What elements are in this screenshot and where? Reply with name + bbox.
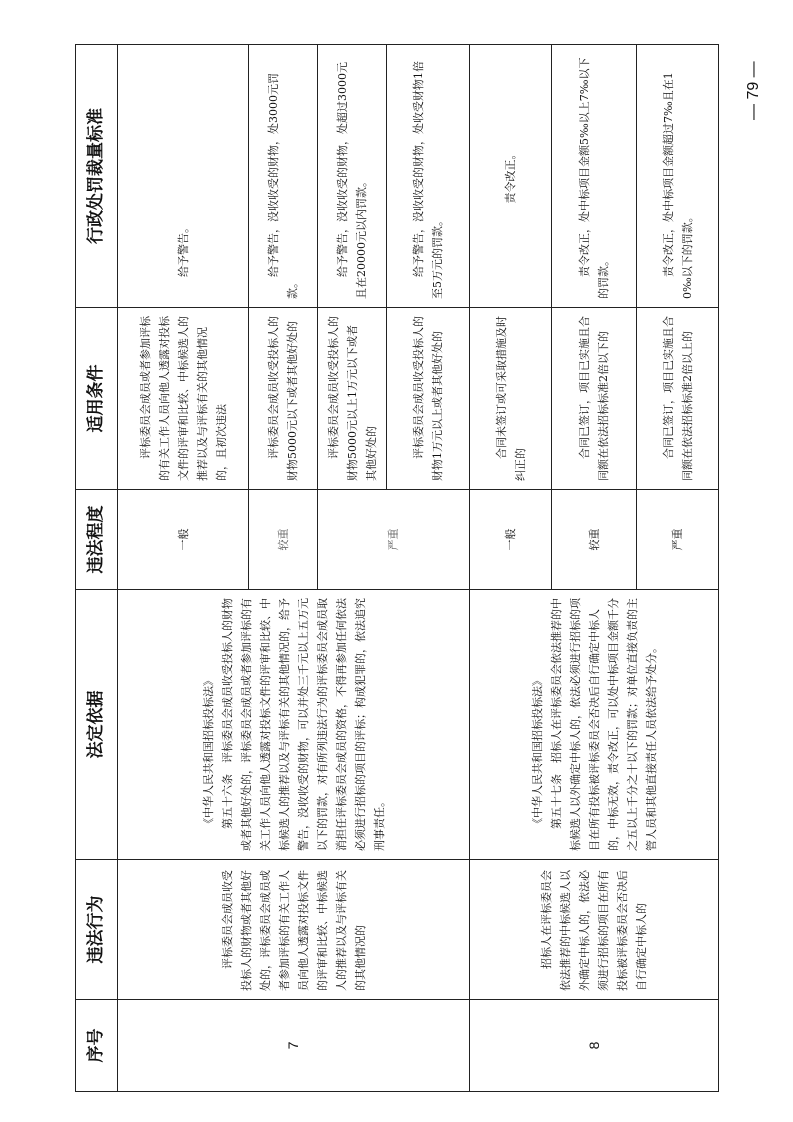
condition-cell (552, 308, 637, 490)
condition-text: 评标委员会成员收受投标人的财物5000元以下或者其他好处的 (267, 316, 299, 481)
basis-cell (470, 590, 719, 860)
condition-text: 合同未签订或可采取措施及时纠正的 (494, 316, 527, 481)
condition-cell (387, 308, 470, 490)
header-behavior: 违法行为 (76, 860, 118, 1000)
header-condition: 适用条件 (76, 308, 118, 490)
condition-cell (470, 308, 552, 490)
header-row (76, 45, 118, 1092)
standard-cell (118, 45, 249, 308)
penalty-table-page (75, 45, 718, 1092)
degree-cell: 一般 (118, 490, 249, 590)
basis-text: 第五十七条 招标人在评标委员会依法推荐的中标候选人以外确定中标人的，依法必须进行招标的项目在所有投标被评标委员会否决后自行确定中标人的，中标无效，责令改正，可以处中标项目金额千分之五以上千分之十以下的罚款；对单位直接负责的主管人员和其他直接责任人员依法给予处分。 (549, 598, 658, 851)
basis-text: 第五十六条 评标委员会成员收受投标人的财物或者其他好处的，评标委员会成员或者参加评标的有关工作人员向他人透露对投标文件的评审和比较、中标候选人的推荐以及与评标有关的其他情况的，给予警告，没收收受的财物，可以并处三千元以上五万元以下的罚款，对有所列违法行为的评标委员会成员取消担任评标委员会成员的资格，不得再参加任何依法必须进行招标的项目的评标；构成犯罪的，依法追究刑事责任。 (220, 598, 386, 851)
degree-cell: 一般 (470, 490, 552, 590)
basis-title: 《中华人民共和国招标投标法》 (201, 675, 215, 829)
degree-cell: 严重 (318, 490, 470, 590)
standard-cell (470, 45, 552, 308)
header-standard: 行政处罚裁量标准 (76, 45, 118, 308)
header-no: 序号 (76, 1000, 118, 1092)
header-degree: 违法程度 (76, 490, 118, 590)
penalty-discretion-table (75, 44, 719, 1092)
standard-text: 给予警告，没收收受的财物，处3000元罚款。 (267, 73, 299, 299)
behavior-cell (470, 860, 719, 1000)
condition-cell (318, 308, 387, 490)
degree-cell: 较重 (249, 490, 318, 590)
condition-cell (249, 308, 318, 490)
standard-cell (552, 45, 637, 308)
standard-cell (249, 45, 318, 308)
basis-cell (118, 590, 470, 860)
condition-text: 评标委员会成员收受投标人的财物1万元以上或者其他好处的 (412, 316, 444, 481)
condition-text: 评标委员会成员或者参加评标的有关工作人员向他人透露对投标文件的评审和比较、中标候选人的推荐以及与评标有关的其他情况的，且初次违法 (138, 316, 228, 481)
behavior-cell (118, 860, 470, 1000)
condition-text: 合同已签订，项目已实施且合同额在依法招标标准2倍以上的 (661, 316, 694, 481)
row-number: 7 (118, 1000, 470, 1092)
page-number: — 79 — (745, 61, 762, 120)
condition-text: 评标委员会成员收受投标人的财物5000元以上1万元以下或者其他好处的 (326, 316, 378, 481)
condition-text: 合同已签订，项目已实施且合同额在依法招标标准2倍以下的 (578, 316, 610, 481)
standard-text: 给予警告，没收收受的财物，处收受财物1倍至5万元的罚款。 (412, 61, 444, 299)
standard-cell (637, 45, 719, 308)
condition-cell (118, 308, 249, 490)
degree-cell: 较重 (552, 490, 637, 590)
standard-text: 责令改正。 (504, 148, 517, 204)
table-row (470, 45, 552, 1092)
degree-cell: 严重 (637, 490, 719, 590)
standard-cell (387, 45, 470, 308)
standard-text: 责令改正，处中标项目金额5‰以上7‰以下的罚款。 (578, 57, 610, 299)
behavior-text: 招标人在评标委员会依法推荐的中标候选人以外确定中标人的，依法必须进行招标的项目在所有投标被评标委员会否决后自行确定中标人的 (540, 870, 648, 991)
standard-text: 给予警告，没收收受的财物，处超过3000元且在20000元以内罚款。 (336, 62, 368, 299)
standard-cell (318, 45, 387, 308)
behavior-text: 评标委员会成员收受投标人的财物或者其他好处的，评标委员会成员或者参加评标的有关工作人员向他人透露对投标文件的评审和比较、中标候选人的推荐以及与评标有关的其他情况的 (220, 870, 367, 991)
standard-text: 责令改正，处中标项目金额超过7‰且在10‰以下的罚款。 (661, 72, 694, 299)
condition-cell (637, 308, 719, 490)
table-row (118, 45, 249, 1092)
header-basis: 法定依据 (76, 590, 118, 860)
row-number: 8 (470, 1000, 719, 1092)
basis-title: 《中华人民共和国招标投标法》 (530, 675, 544, 829)
standard-text: 给予警告。 (176, 222, 190, 277)
